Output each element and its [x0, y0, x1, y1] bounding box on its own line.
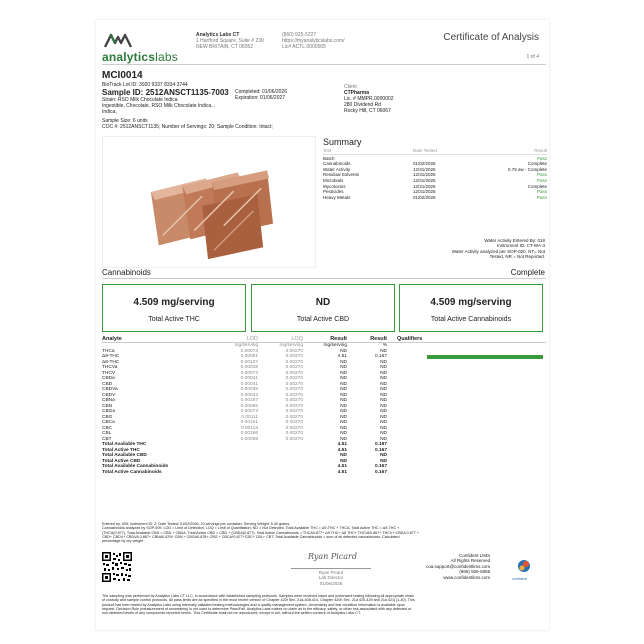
total-name: Total Available Cannabinoids — [102, 464, 169, 469]
total-result: ND — [340, 453, 347, 458]
analyte-result-percent: ND — [380, 387, 387, 392]
signature-date: 01/06/2026 — [319, 580, 343, 586]
confident-logo-icon — [514, 558, 534, 578]
col-analyte: Analyte — [102, 336, 122, 342]
cannabinoids-status: Complete — [510, 268, 545, 277]
client-address2: Rocky Hill, CT 06067 — [344, 108, 391, 114]
analyte-name: CBDa — [102, 376, 115, 381]
client-label: Client — [344, 84, 357, 90]
total-result-percent: ND — [380, 458, 387, 464]
summary-result: Pass — [536, 155, 547, 161]
signer-name: Ryan Picard — [318, 570, 344, 575]
analyte-result-percent: 0.167 — [374, 354, 387, 359]
analyte-loq: 0.00270 — [285, 387, 303, 392]
summary-row — [323, 195, 547, 201]
disclaimer-line1: The sampling was performed by Analytics Labs CT LLC, in accordance with established sampling protocols. Samples were received intact and underwent testing following all appropriate chain — [102, 594, 414, 598]
analyte-loq: 0.00270 — [285, 436, 303, 442]
analyte-lod: 0.00073 — [240, 409, 258, 414]
analyte-result: ND — [340, 398, 347, 403]
disclaimer-line5: non-detected levels of any compounds reported herein. This Certificate shall not be reproduced, except in full, without the written consent of Analytics Labs CT. — [102, 611, 361, 616]
analyte-lod: 0.00111 — [241, 414, 258, 420]
summary-result: Complete — [527, 161, 547, 167]
col-result-percent: Result — [370, 336, 387, 342]
signer-title: Lab Director — [318, 575, 344, 581]
total-rows — [102, 442, 546, 475]
analyte-result: ND — [340, 381, 347, 387]
summary-test: Batch — [323, 155, 335, 161]
brand-name: analyticslabs — [102, 50, 178, 64]
analyte-result-percent: ND — [380, 398, 387, 403]
client-license: Lic. # MMPR.0000002 — [344, 96, 394, 102]
analyte-result-percent: ND — [380, 403, 387, 409]
disclaimer-line2: of custody and sample control protocols. All pass limits are as specified in the most recent version of Chapter 420f Sec. 21a-408-414, Chapter 420h Sec. 21a 420-429 and 21a 421j (1-40). This — [102, 598, 415, 603]
coc-info: COC #: 2512ANSCT1135; Number of Servings: 20; Sample Condition: Intact; — [102, 124, 273, 130]
page-number: 1 of 4 — [526, 54, 539, 60]
water-note-line4: Tested, NR = Not Reported. — [489, 254, 545, 260]
analyte-lod: 0.00081 — [240, 354, 258, 359]
analyte-loq: 0.00270 — [285, 392, 303, 398]
total-active-cannabinoids-value: 4.509 mg/serving — [430, 297, 512, 308]
analyte-name: CBT — [102, 436, 112, 442]
analyte-table-header — [102, 336, 546, 343]
analyte-name: CBN — [102, 403, 113, 409]
analyte-result: ND — [340, 348, 347, 354]
analyte-lod: 0.00151 — [240, 420, 258, 425]
analyte-lod: 0.00073 — [240, 370, 258, 376]
lab-license: Lic# ACTL.0000005 — [282, 44, 326, 50]
summary-table — [323, 148, 547, 200]
lims-website[interactable]: www.confidentlims.com — [443, 574, 491, 580]
lims-phone: (866) 506-5866 — [459, 569, 491, 575]
analyte-loq: 0.00270 — [285, 376, 303, 381]
analyte-lod: 0.00186 — [240, 431, 258, 436]
total-result-percent: 0.167 — [374, 442, 387, 447]
analyte-lod: 0.00041 — [240, 381, 258, 387]
summary-date: 01/02/2026 — [413, 194, 436, 200]
analyte-lod: 0.00065 — [240, 403, 258, 409]
water-note-line3: Water Activity analyzed per SOP-020. NT= Not — [451, 248, 545, 254]
analyte-result: ND — [340, 420, 347, 425]
analyte-loq: 0.00270 — [285, 403, 303, 409]
analyte-result-percent: ND — [380, 420, 387, 425]
col-qualifiers: Qualifiers — [397, 336, 423, 342]
product-type: Ingestible, Chocolate, RSO Milk Chocolate Indica, . — [102, 103, 216, 109]
total-result-percent: 0.167 — [374, 469, 387, 475]
summary-header-row — [323, 148, 547, 155]
analyte-lod: 0.00068 — [240, 436, 258, 442]
summary-col-test: Test — [323, 148, 332, 153]
analyte-name: CBG — [102, 414, 113, 420]
header-divider — [102, 64, 546, 65]
qr-code-icon[interactable] — [102, 552, 132, 582]
analyte-loq: 0.00270 — [285, 398, 303, 403]
analyte-loq: 0.00270 — [285, 370, 303, 376]
signature-script: Ryan Picard — [308, 552, 358, 561]
footnote-line2: Cannabinoids analyzed by SOP-009. LOD = Limit of Detection, LOQ = Limit of Quantitation, ND = Not Detected. Total Available THC = Δ9-THC + THCA, Total Active THC = Δ9-THC + — [102, 526, 400, 531]
total-active-cannabinoids-box — [399, 284, 543, 332]
product-code: MCI0014 — [102, 70, 143, 81]
completed-date: Completed: 01/06/2026 — [235, 89, 287, 95]
summary-result: Complete — [527, 183, 547, 189]
summary-test: Pesticides — [323, 189, 344, 195]
summary-date: 01/02/2026 — [413, 161, 436, 167]
analyte-result: ND — [340, 431, 347, 436]
analyte-result: 4.51 — [337, 354, 347, 359]
analyte-name: CBD — [102, 381, 113, 387]
analyte-result: ND — [340, 403, 347, 409]
total-active-cbd-value: ND — [315, 297, 331, 308]
analyte-name: CBDVa — [102, 387, 118, 392]
analytics-labs-logo-icon — [104, 32, 132, 48]
summary-date: 12/31/2025 — [413, 189, 436, 195]
analyte-name: CBL — [102, 431, 112, 436]
summary-test: Microbials — [323, 177, 344, 183]
analyte-result: ND — [340, 365, 347, 370]
analyte-loq: 0.00270 — [285, 365, 303, 370]
analyte-result-percent: ND — [380, 431, 387, 436]
summary-result: 0.79 aw - Complete — [507, 166, 547, 172]
total-name: Total Active THC — [102, 447, 140, 453]
cannabinoids-title: Cannabinoids — [102, 268, 151, 277]
client-block — [344, 84, 393, 114]
analyte-name: CBGa — [102, 409, 116, 414]
summary-date: 12/31/2025 — [413, 166, 436, 172]
signature-line — [291, 568, 371, 569]
analyte-result: ND — [340, 392, 347, 398]
analyte-result-percent: ND — [380, 348, 387, 354]
col-lod: LOD — [246, 336, 258, 342]
analyte-lod: 0.00127 — [240, 359, 258, 365]
analyte-result-percent: ND — [380, 409, 387, 414]
total-name: Total Active Cannabinoids — [102, 469, 162, 475]
summary-date: 12/31/2025 — [413, 172, 436, 178]
strain: Strain: RSO Milk Chocolate Indica — [102, 97, 178, 103]
summary-result: Pass — [536, 172, 547, 178]
analyte-loq: 0.00270 — [285, 381, 303, 387]
summary-test: Water Activity — [323, 166, 351, 172]
col-result: Result — [330, 336, 347, 342]
analyte-loq: 0.00270 — [285, 425, 303, 431]
total-active-thc-box — [102, 284, 246, 332]
summary-result: Pass — [536, 189, 547, 195]
total-active-cbd-label: Total Active CBD — [296, 316, 350, 323]
summary-test: Heavy Metals — [323, 194, 351, 200]
analyte-result-percent: ND — [380, 414, 387, 420]
summary-date: 12/31/2025 — [413, 183, 436, 189]
analyte-table — [102, 343, 546, 475]
analyte-lod: 0.00024 — [240, 392, 258, 398]
analyte-result: ND — [340, 414, 347, 420]
total-active-thc-value: 4.509 mg/serving — [133, 297, 215, 308]
total-result-percent: 0.167 — [374, 464, 387, 469]
summary-result: Pass — [536, 177, 547, 183]
analyte-result-percent: ND — [380, 425, 387, 431]
lab-address — [196, 32, 264, 50]
analyte-lod: 0.00038 — [240, 365, 258, 370]
lab-phone: (860) 925-5227 — [282, 32, 317, 38]
lab-address-line2: NEW BRITAIN, CT 06052 — [196, 44, 254, 50]
total-name: Total Available CBD — [102, 453, 147, 458]
analyte-rows — [102, 349, 546, 443]
analyte-loq: 0.00270 — [285, 348, 303, 354]
col-loq: LOQ — [291, 336, 303, 342]
total-active-thc-label: Total Active THC — [148, 316, 200, 323]
client-name: CTPharma — [344, 90, 370, 96]
total-result-percent: ND — [380, 453, 387, 458]
analyte-result-percent: ND — [380, 370, 387, 376]
analyte-result: ND — [340, 387, 347, 392]
analyte-loq: 0.00270 — [285, 420, 303, 425]
analyte-name: THCVa — [102, 365, 118, 370]
summary-test: Mycotoxins — [323, 183, 346, 189]
summary-test: Residual Solvents — [323, 172, 360, 178]
summary-date: 12/31/2025 — [413, 177, 436, 183]
lims-email[interactable]: coa.support@confidentlims.com — [426, 563, 491, 569]
lims-rights: All Rights Reserved — [450, 558, 491, 564]
summary-title: Summary — [323, 137, 362, 147]
analyte-result: ND — [340, 370, 347, 376]
analyte-lod: 0.00197 — [240, 398, 258, 403]
analyte-result: ND — [340, 436, 347, 442]
document-title: Certificate of Analysis — [443, 32, 539, 43]
analyte-result-percent: ND — [380, 376, 387, 381]
unit-result-percent: % — [382, 343, 387, 348]
footnote-line4: CBD+ CBDV+ CBDVA 0.867+ CBNA0.876+ CBN + CBGA0.878+ CBG + CBCA*0.877+CBC+ CBL+ CBT. Total Available Cannabinoids = sum of all detected cannabinoids. Calculated — [102, 534, 400, 539]
summary-rows — [323, 156, 547, 201]
total-row — [102, 470, 546, 476]
total-result: 4.51 — [337, 469, 347, 475]
method-footnote — [102, 522, 546, 543]
analyte-lod: 0.00073 — [240, 348, 258, 354]
analyte-result: ND — [340, 425, 347, 431]
total-result: 4.51 — [337, 442, 347, 447]
product-type-cont: Indica, — [102, 109, 117, 115]
confident-brand: confident — [512, 577, 527, 581]
summary-test: Cannabinoids — [323, 161, 351, 167]
analyte-loq: 0.00270 — [285, 409, 303, 414]
analyte-lod: 0.00035 — [240, 387, 258, 392]
analyte-result-percent: ND — [380, 392, 387, 398]
signature-block — [291, 570, 371, 586]
disclaimer-line4: request. Decision Rule (measurement of uncertainty) is not used to determine Pass/Fail. Analytics Labs makes no claim as to the efficacy, safety, or other risk associated with any detected or — [102, 606, 412, 611]
total-name: Total Available THC — [102, 442, 147, 447]
analyte-result-percent: ND — [380, 436, 387, 442]
analyte-name: CBNa — [102, 398, 115, 403]
coa-page — [96, 20, 549, 630]
disclaimer-line3: product has been tested by Analytics Labs using internally validated testing methodologies and a quality management system. Uncertainty and test condition information is available upon — [102, 602, 405, 607]
unit-result: mg/serving — [323, 343, 347, 348]
analyte-result-percent: ND — [380, 365, 387, 370]
unit-loq: mg/serving — [279, 343, 303, 348]
sample-id: Sample ID: 2512ANSCT1135-7003 — [102, 88, 229, 97]
lab-name: Analytics Labs CT — [196, 32, 240, 38]
cannabinoids-divider — [102, 278, 546, 279]
analyte-lod: 0.00041 — [240, 376, 258, 381]
lab-address-line1: 1 Hartford Square, Suite # 230 — [196, 38, 264, 44]
water-activity-note — [452, 238, 545, 260]
footnote-line1: Entered by: 005; Instrument ID: 2; Date Tested: 01/02/2026; 20 servings per container. Serving Weight: 5.40 grams. — [102, 522, 291, 526]
analyte-name: CBC — [102, 425, 113, 431]
analyte-loq: 0.00270 — [285, 431, 303, 436]
analyte-lod: 0.00113 — [241, 425, 258, 431]
water-note-line2: Instrument ID: CT-WA-3 — [497, 243, 545, 249]
analyte-level-bar — [427, 355, 543, 359]
analyte-result: ND — [340, 409, 347, 414]
analyte-result: ND — [340, 376, 347, 381]
analyte-loq: 0.00270 — [285, 354, 303, 359]
analyte-name: Δ9-THC — [102, 354, 120, 359]
summary-result: Pass — [536, 194, 547, 200]
summary-col-date: Date Tested — [413, 148, 437, 153]
total-result-percent: 0.167 — [374, 447, 387, 453]
lab-contact — [282, 32, 345, 50]
analyte-result-percent: ND — [380, 381, 387, 387]
analyte-name: THCa — [102, 348, 115, 354]
total-name: Total Active CBD — [102, 458, 141, 464]
analyte-name: CBCa — [102, 420, 115, 425]
biotrack-lot-id: BioTrack Lot ID: 3920 9337 8334 3744 — [102, 82, 188, 88]
sample-size: Sample Size: 6 units — [102, 118, 148, 124]
expiration-date: Expiration: 01/06/2027 — [235, 95, 286, 101]
footnote-line3: (THCA(0.877), Total Available CBD = CBD + CBDA, Total Active CBD = CBD + (CBDA(0.877), Total Active Cannabinoids = THCA0.877+ Δ9 THC+ Δ8 THC+ THCVA0.867+ THCV+ CBDA 0.877 + — [102, 530, 420, 535]
analyte-name: Δ8-THC — [102, 359, 120, 365]
analyte-loq: 0.00270 — [285, 359, 303, 365]
summary-col-result: Result — [534, 148, 547, 153]
product-photo — [102, 136, 316, 268]
analyte-result: ND — [340, 359, 347, 365]
analyte-name: THCV — [102, 370, 116, 376]
total-active-cannabinoids-label: Total Active Cannabinoids — [430, 316, 512, 323]
disclaimer — [102, 594, 546, 615]
analyte-loq: 0.00270 — [285, 414, 303, 420]
lims-name: Confident LIMS — [459, 553, 491, 558]
total-result: 4.51 — [337, 447, 347, 453]
water-note-line1: Water Activity Entered By: 018 — [484, 238, 545, 243]
unit-lod: mg/serving — [234, 343, 258, 348]
lab-website[interactable]: https://myanalyticslabs.com/ — [282, 38, 345, 44]
lims-info — [426, 553, 490, 580]
sample-dates — [235, 89, 287, 101]
footnote-line5: percentage by dry weight — [102, 539, 144, 544]
client-address1: 280 Dividend Rd — [344, 102, 381, 108]
total-result: ND — [340, 458, 347, 464]
analyte-name: CBDV — [102, 392, 116, 398]
analyte-result-percent: ND — [380, 359, 387, 365]
total-active-cbd-box — [251, 284, 395, 332]
sample-details — [102, 97, 232, 115]
total-result: 4.51 — [337, 464, 347, 469]
